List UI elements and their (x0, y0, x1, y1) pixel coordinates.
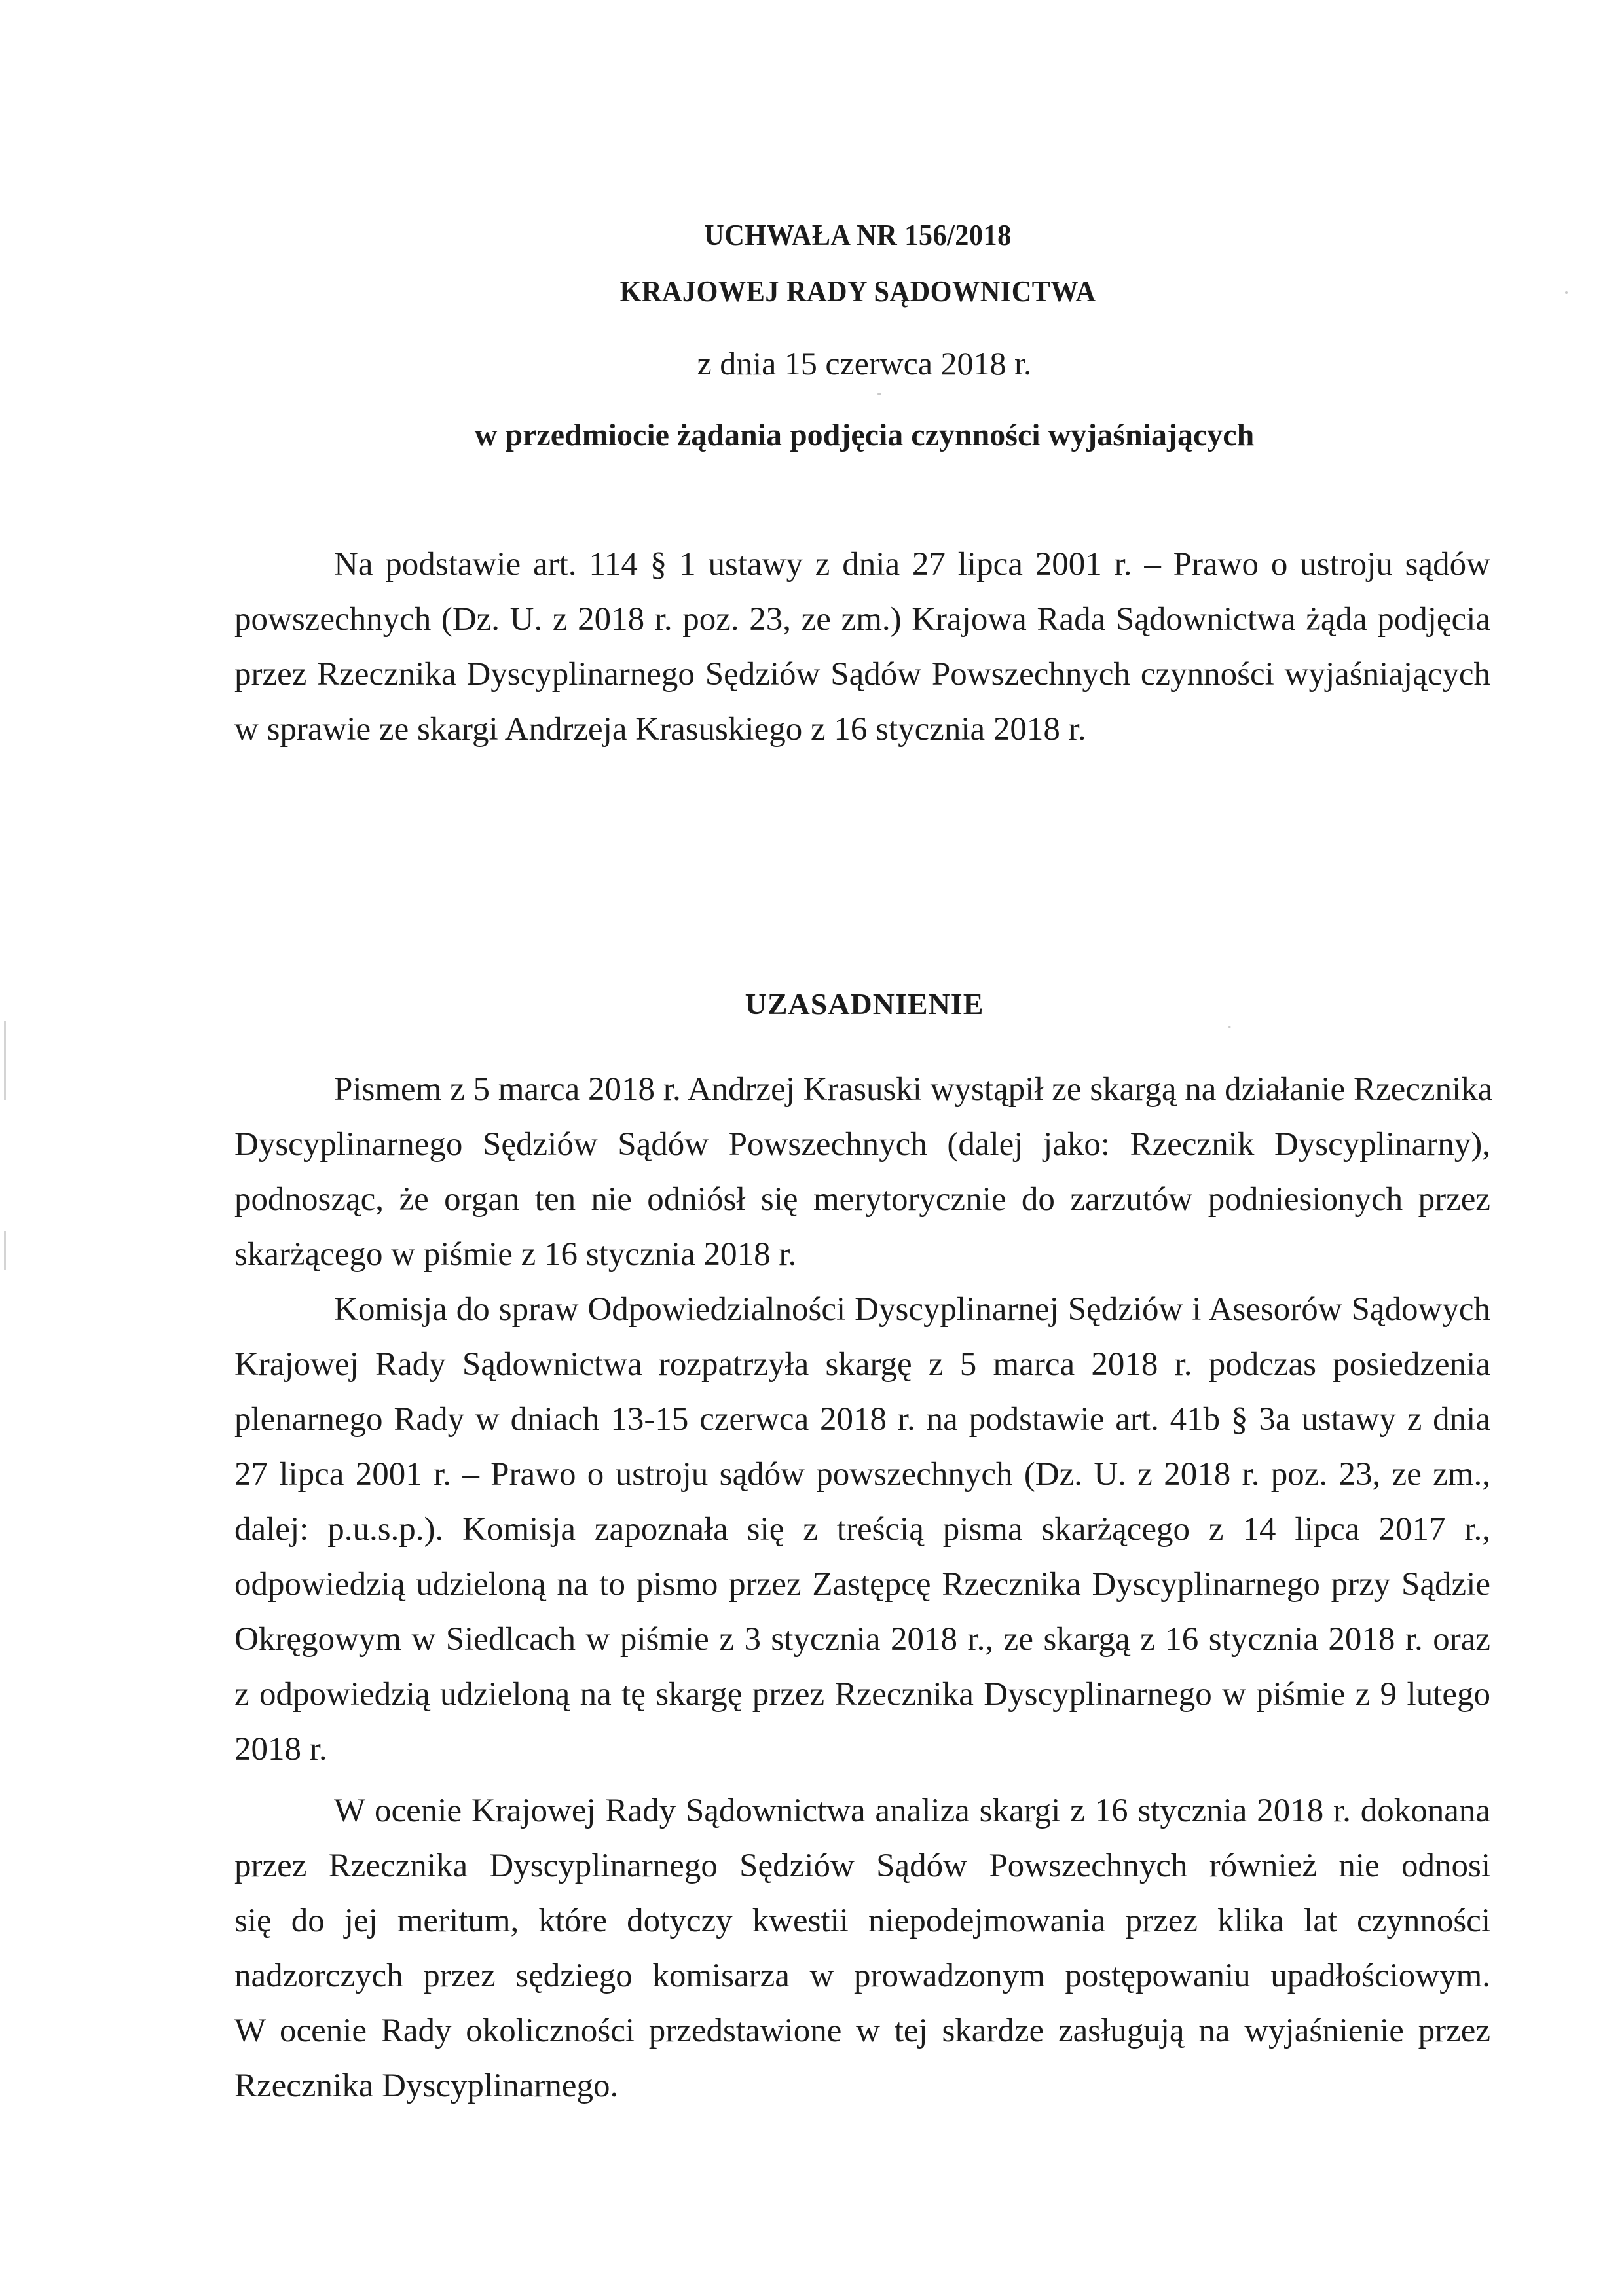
text-line: z odpowiedzią udzieloną na tę skargę przez Rzecznika Dyscyplinarnego w piśmie z 9 lutego (234, 1676, 1490, 1713)
text-line: powszechnych (Dz. U. z 2018 r. poz. 23, ze zm.) Krajowa Rada Sądownictwa żąda podjęcia (234, 601, 1490, 638)
issuing-body-title: KRAJOWEJ RADY SĄDOWNICTWA (619, 274, 1096, 308)
text-line: 2018 r. (234, 1731, 327, 1768)
text-line: nadzorczych przez sędziego komisarza w prowadzonym postępowaniu upadłościowym. (234, 1958, 1490, 1994)
text-line: Na podstawie art. 114 § 1 ustawy z dnia 27 lipca 2001 r. – Prawo o ustroju sądów (334, 546, 1490, 583)
justification-heading: UZASADNIENIE (745, 987, 984, 1021)
text-line: Pismem z 5 marca 2018 r. Andrzej Krasuski wystąpił ze skargą na działanie Rzecznika (334, 1071, 1493, 1108)
text-line: W ocenie Krajowej Rady Sądownictwa analiza skargi z 16 stycznia 2018 r. dokonana (334, 1793, 1490, 1829)
text-line: Dyscyplinarnego Sędziów Sądów Powszechnych (dalej jako: Rzecznik Dyscyplinarny), (234, 1126, 1490, 1163)
text-line: podnosząc, że organ ten nie odniósł się merytorycznie do zarzutów podniesionych przez (234, 1181, 1490, 1218)
text-line: Rzecznika Dyscyplinarnego. (234, 2068, 619, 2104)
text-line: przez Rzecznika Dyscyplinarnego Sędziów Sądów Powszechnych również nie odnosi (234, 1848, 1490, 1884)
text-line: Komisja do spraw Odpowiedzialności Dyscyplinarnej Sędziów i Asesorów Sądowych (334, 1291, 1490, 1328)
scan-speck (877, 393, 881, 395)
resolution-subject: w przedmiocie żądania podjęcia czynności wyjaśniających (474, 418, 1255, 452)
text-line: Okręgowym w Siedlcach w piśmie z 3 stycznia 2018 r., ze skargą z 16 stycznia 2018 r. oraz (234, 1621, 1490, 1658)
justification-paragraph-2 (234, 1282, 1490, 1777)
text-line: w sprawie ze skargi Andrzeja Krasuskiego z 16 stycznia 2018 r. (234, 711, 1086, 748)
text-line: W ocenie Rady okoliczności przedstawione w tej skardze zasługują na wyjaśnienie przez (234, 2013, 1490, 2049)
text-line: 27 lipca 2001 r. – Prawo o ustroju sądów powszechnych (Dz. U. z 2018 r. poz. 23, ze zm., (234, 1456, 1490, 1493)
resolution-body (234, 537, 1490, 757)
text-line: skarżącego w piśmie z 16 stycznia 2018 r. (234, 1236, 797, 1273)
text-line: się do jej meritum, które dotyczy kwestii niepodejmowania przez klika lat czynności (234, 1903, 1490, 1939)
justification-paragraph-1 (234, 1062, 1493, 1282)
text-line: dalej: p.u.s.p.). Komisja zapoznała się z treścią pisma skarżącego z 14 lipca 2017 r., (234, 1511, 1490, 1548)
scan-edge-mark (4, 1021, 6, 1100)
text-line: przez Rzecznika Dyscyplinarnego Sędziów Sądów Powszechnych czynności wyjaśniających (234, 656, 1490, 693)
text-line: odpowiedzią udzieloną na to pismo przez Zastępcę Rzecznika Dyscyplinarnego przy Sądzie (234, 1566, 1490, 1603)
scan-speck (1228, 1026, 1231, 1028)
resolution-date: z dnia 15 czerwca 2018 r. (697, 345, 1032, 382)
text-line: Krajowej Rady Sądownictwa rozpatrzyła skargę z 5 marca 2018 r. podczas posiedzenia (234, 1346, 1490, 1383)
text-line: plenarnego Rady w dniach 13-15 czerwca 2018 r. na podstawie art. 41b § 3a ustawy z dnia (234, 1401, 1490, 1438)
resolution-number-title: UCHWAŁA NR 156/2018 (704, 218, 1012, 251)
justification-paragraph-3 (234, 1783, 1490, 2113)
scan-edge-mark (4, 1231, 6, 1270)
